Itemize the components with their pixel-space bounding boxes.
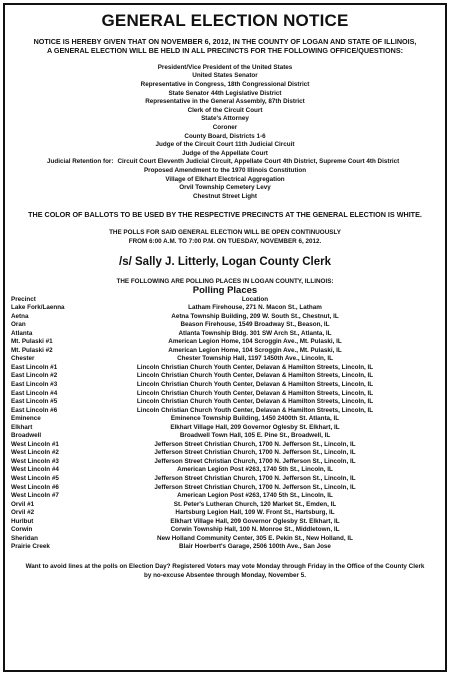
footer-line: by no-excuse Absentee through Monday, November 5.: [143, 572, 306, 580]
table-row: [11, 372, 439, 381]
table-row: [11, 475, 439, 484]
precinct-name: West Lincoln #7: [11, 492, 59, 500]
table-header: [11, 296, 439, 305]
office-item: Representative in Congress, 18th Congressional District: [140, 81, 310, 88]
precinct-name: Chester: [11, 355, 35, 363]
polling-location: Jefferson Street Christian Church, 1700 N. Jefferson St., Lincoln, IL: [154, 457, 356, 465]
precinct-name: Sheridan: [11, 534, 38, 542]
table-row: [11, 321, 439, 330]
office-item: Judge of the Circuit Court 11th Judicial Circuit: [155, 141, 295, 149]
polling-places-title: Polling Places: [192, 284, 258, 296]
election-notice: [3, 3, 447, 672]
table-row: [11, 347, 439, 356]
office-item: Orvil Township Cemetery Levy: [179, 184, 271, 192]
table-row: [11, 526, 439, 535]
polling-location: Eminence Township Building, 1450 2400th St. Atlanta, IL: [170, 415, 340, 423]
office-item: Judge of the Appellate Court: [182, 149, 268, 157]
polling-location: American Legion Home, 104 Scroggin Ave., Mt. Pulaski, IL: [168, 338, 342, 346]
table-row: [11, 432, 439, 441]
precinct-name: Eminence: [11, 415, 41, 423]
table-row: [11, 415, 439, 424]
table-row: [11, 390, 439, 399]
precinct-name: Elkhart: [11, 423, 33, 431]
precinct-name: West Lincoln #1: [11, 440, 59, 448]
precinct-name: Corwin: [11, 526, 33, 534]
polling-location: Jefferson Street Christian Church, 1700 N. Jefferson St., Lincoln, IL: [154, 449, 356, 457]
polling-location: Atlanta Township Bldg. 301 SW Arch St., Atlanta, IL: [178, 329, 332, 337]
table-row: [11, 484, 439, 493]
polling-location: Jefferson Street Christian Church, 1700 N. Jefferson St., Lincoln, IL: [154, 483, 356, 491]
precinct-name: Lake Fork/Laenna: [11, 304, 65, 312]
polling-location: American Legion Post #263, 1740 5th St., Lincoln, IL: [177, 492, 333, 500]
polling-location: Lincoln Christian Church Youth Center, Delavan & Hamilton Streets, Lincoln, IL: [136, 380, 374, 388]
office-item: Representative in the General Assembly, 87th District: [145, 98, 305, 106]
polling-location: American Legion Post #263, 1740 5th St., Lincoln, IL: [177, 466, 333, 474]
intro-text: [11, 37, 439, 56]
table-row: [11, 398, 439, 407]
precinct-name: East Lincoln #1: [11, 363, 58, 371]
table-row: [11, 518, 439, 527]
office-item: State's Attorney: [201, 115, 249, 123]
polls-line: FROM 6:00 A.M. TO 7:00 P.M. ON TUESDAY, NOVEMBER 6, 2012.: [128, 237, 322, 245]
office-item: County Board, Districts 1-6: [184, 132, 266, 140]
office-item: State Senator 44th Legislative District: [168, 89, 282, 97]
precinct-name: Atlanta: [11, 329, 33, 337]
office-item: Chestnut Street Light: [192, 192, 258, 200]
table-row: [11, 449, 439, 458]
office-item: Clerk of the Circuit Court: [187, 106, 263, 114]
precinct-name: Aetna: [11, 312, 29, 320]
precinct-name: East Lincoln #2: [11, 372, 58, 380]
precinct-name: East Lincoln #6: [11, 406, 58, 414]
precinct-name: East Lincoln #3: [11, 380, 58, 388]
intro-line: NOTICE IS HEREBY GIVEN THAT ON NOVEMBER 6, 2012, IN THE COUNTY OF LOGAN AND STATE OF ILLINOIS,: [33, 37, 417, 46]
polling-places-intro: THE FOLLOWING ARE POLLING PLACES IN LOGAN COUNTY, ILLINOIS:: [116, 277, 334, 285]
polling-location: Blair Hoerbert's Garage, 2506 100th Ave., San Jose: [179, 543, 331, 551]
precinct-name: Mt. Pulaski #1: [11, 338, 53, 346]
polling-location: Aetna Township Building, 209 W. South St., Chestnut, IL: [171, 312, 339, 320]
table-row: [11, 509, 439, 518]
office-item: Coroner: [212, 123, 238, 131]
table-row: [11, 424, 439, 433]
table-row: [11, 381, 439, 390]
polling-location: Elkhart Village Hall, 209 Governor Oglesby St. Elkhart, IL: [170, 423, 340, 431]
table-row: [11, 441, 439, 450]
office-item: Village of Elkhart Electrical Aggregation: [165, 175, 285, 183]
table-row: [11, 501, 439, 510]
office-item: President/Vice President of the United States: [157, 63, 293, 71]
polling-location: St. Peter's Lutheran Church, 120 Market St., Emden, IL: [173, 500, 337, 508]
table-row: [11, 458, 439, 467]
polling-places-table: [11, 296, 439, 552]
precinct-name: West Lincoln #2: [11, 449, 59, 457]
location-column-header: Location: [241, 295, 269, 303]
polling-location: Lincoln Christian Church Youth Center, Delavan & Hamilton Streets, Lincoln, IL: [136, 363, 374, 371]
polling-location: New Holland Community Center, 305 E. Pekin St., New Holland, IL: [157, 534, 353, 542]
absentee-footer: [11, 562, 439, 581]
office-item: United States Senator: [192, 72, 258, 80]
precinct-name: East Lincoln #4: [11, 389, 58, 397]
precinct-name: West Lincoln #5: [11, 474, 59, 482]
retention-label: Judicial Retention for:: [47, 158, 114, 166]
precinct-column-header: Precinct: [11, 295, 36, 303]
table-row: [11, 330, 439, 339]
retention-text: Circuit Court Eleventh Judicial Circuit, Appellate Court 4th District, Supreme Court 4th District: [117, 158, 400, 166]
notice-title: GENERAL ELECTION NOTICE: [101, 11, 349, 30]
precinct-name: Oran: [11, 321, 26, 329]
judicial-retention: [11, 158, 439, 167]
polling-location: American Legion Home, 104 Scroggin Ave., Mt. Pulaski, IL: [168, 346, 342, 354]
county-clerk-signature: /s/ Sally J. Litterly, Logan County Clerk: [119, 255, 331, 268]
table-row: [11, 355, 439, 364]
ballot-color-notice: THE COLOR OF BALLOTS TO BE USED BY THE RESPECTIVE PRECINCTS AT THE GENERAL ELECTION IS WHITE.: [28, 210, 422, 220]
polling-location: Broadwell Town Hall, 105 E. Pine St., Broadwell, IL: [179, 432, 331, 440]
footer-line: Want to avoid lines at the polls on Election Day? Registered Voters may vote Monday through Friday in the Office of the County Clerk: [25, 562, 425, 570]
office-item: Proposed Amendment to the 1970 Illinois Constitution: [143, 166, 307, 174]
precinct-name: Prairie Creek: [11, 543, 50, 551]
table-row: [11, 313, 439, 322]
polling-location: Latham Firehouse, 271 N. Macon St., Latham: [188, 304, 322, 312]
table-row: [11, 535, 439, 544]
polling-location: Lincoln Christian Church Youth Center, Delavan & Hamilton Streets, Lincoln, IL: [136, 372, 374, 380]
precinct-name: West Lincoln #4: [11, 466, 59, 474]
precinct-name: Hurlbut: [11, 517, 34, 525]
table-row: [11, 407, 439, 416]
table-row: [11, 466, 439, 475]
polls-hours: [11, 229, 439, 246]
polls-line: THE POLLS FOR SAID GENERAL ELECTION WILL BE OPEN CONTINUOUSLY: [109, 229, 341, 237]
polling-location: Elkhart Village Hall, 209 Governor Oglesby St. Elkhart, IL: [170, 517, 340, 525]
table-row: [11, 543, 439, 552]
table-row: [11, 338, 439, 347]
polling-location: Jefferson Street Christian Church, 1700 N. Jefferson St., Lincoln, IL: [154, 474, 356, 482]
precinct-name: West Lincoln #6: [11, 483, 59, 491]
polling-location: Lincoln Christian Church Youth Center, Delavan & Hamilton Streets, Lincoln, IL: [136, 389, 374, 397]
precinct-name: Broadwell: [11, 432, 42, 440]
office-list: [11, 64, 439, 202]
table-row: [11, 304, 439, 313]
polling-location: Lincoln Christian Church Youth Center, Delavan & Hamilton Streets, Lincoln, IL: [136, 406, 374, 414]
polling-location: Lincoln Christian Church Youth Center, Delavan & Hamilton Streets, Lincoln, IL: [136, 398, 374, 406]
polling-location: Beason Firehouse, 1549 Broadway St., Beason, IL: [180, 321, 330, 329]
precinct-name: Mt. Pulaski #2: [11, 346, 53, 354]
table-row: [11, 492, 439, 501]
precinct-name: East Lincoln #5: [11, 398, 58, 406]
precinct-name: Orvil #1: [11, 500, 35, 508]
intro-line: A GENERAL ELECTION WILL BE HELD IN ALL PRECINCTS FOR THE FOLLOWING OFFICE/QUESTIONS:: [46, 46, 404, 56]
table-row: [11, 364, 439, 373]
polling-location: Corwin Township Hall, 100 N. Monroe St., Middletown, IL: [170, 526, 340, 534]
polling-location: Chester Township Hall, 1197 1450th Ave., Lincoln, IL: [177, 355, 333, 363]
polling-location: Jefferson Street Christian Church, 1700 N. Jefferson St., Lincoln, IL: [154, 440, 356, 448]
precinct-name: Orvil #2: [11, 509, 35, 517]
polling-location: Hartsburg Legion Hall, 109 W. Front St., Hartsburg, IL: [175, 509, 335, 517]
precinct-name: West Lincoln #3: [11, 457, 59, 465]
